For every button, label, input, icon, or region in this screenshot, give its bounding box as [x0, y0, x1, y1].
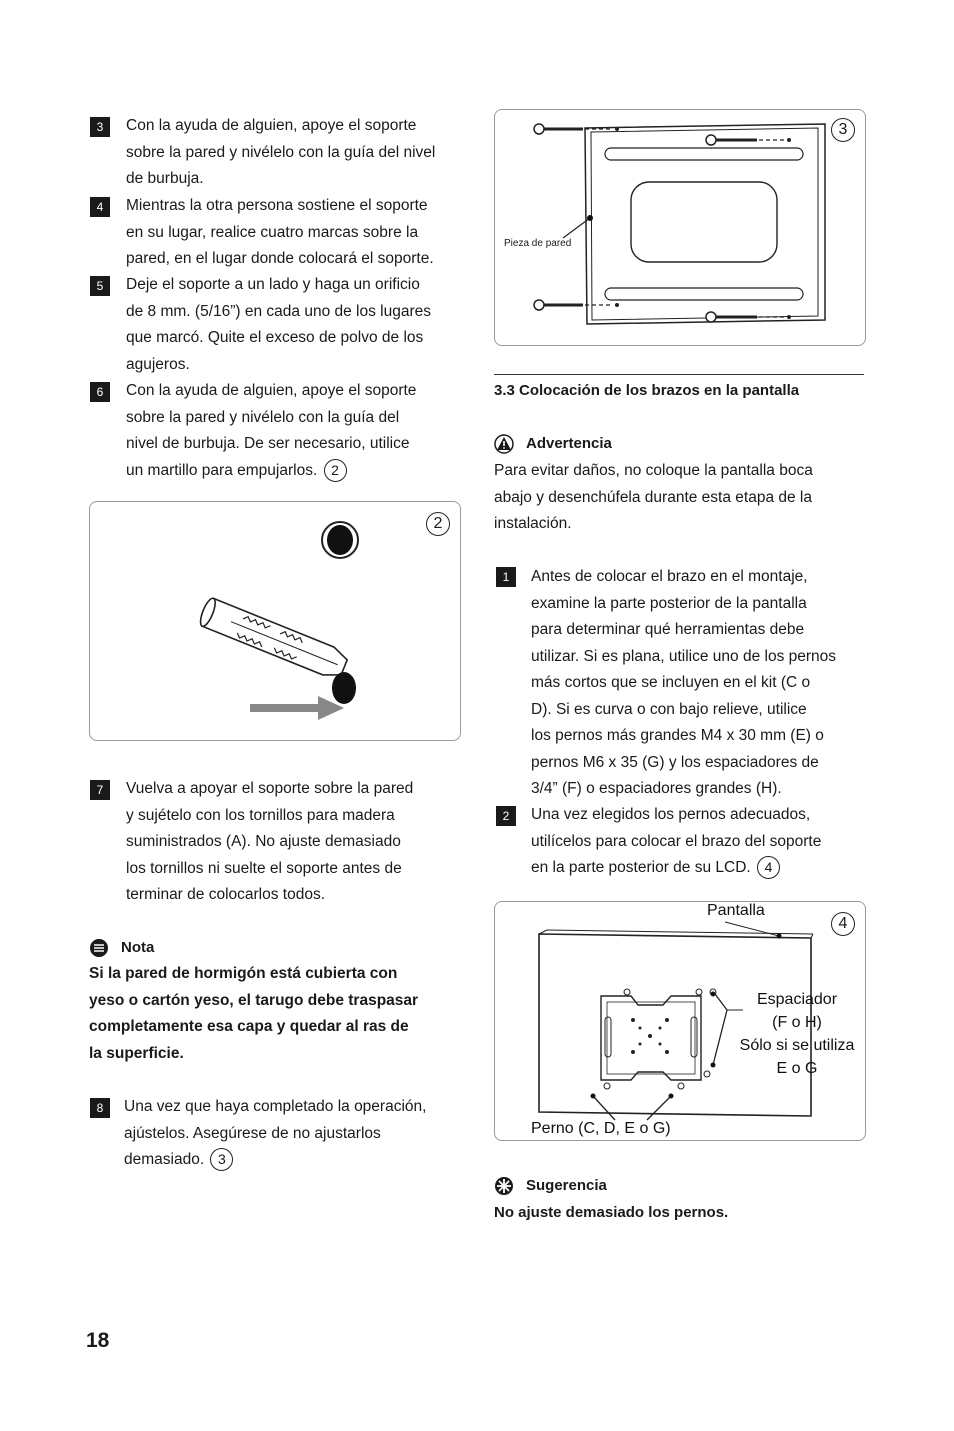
text-line: pernos M6 x 35 (G) y los espaciadores de	[531, 753, 819, 771]
text-line	[124, 1147, 426, 1174]
text-line: pared, en el lugar donde colocará el soporte.	[126, 250, 434, 267]
text-line: examine la parte posterior de la pantalla	[531, 594, 807, 612]
step-text	[126, 378, 416, 484]
text-line: Vuelva a apoyar el soporte sobre la pared	[126, 780, 414, 797]
section-rule	[494, 374, 864, 375]
step-text	[126, 272, 431, 378]
step-number: 6	[90, 382, 110, 402]
text-line: en su lugar, realice cuatro marcas sobre la	[126, 223, 419, 241]
text-line: y sujételo con los tornillos para madera	[126, 806, 395, 824]
step-text	[531, 564, 836, 803]
step-text	[126, 776, 413, 909]
step-text	[126, 193, 434, 273]
step-number: 4	[90, 197, 110, 217]
step-number: 2	[496, 806, 516, 826]
text-line: nivel de burbuja. De ser necesario, utilice	[126, 435, 410, 452]
warning-text	[494, 458, 813, 538]
figure-ref: 3	[210, 1148, 233, 1171]
figure-ref: 2	[324, 459, 347, 482]
text-line: Sólo si se utiliza	[739, 1037, 855, 1054]
step-number: 8	[90, 1098, 110, 1118]
text-line: de burbuja.	[126, 170, 204, 187]
figure-4	[494, 901, 866, 1141]
figure-3	[494, 109, 866, 346]
text-line: E o G	[776, 1060, 818, 1077]
figure-ref: 4	[757, 856, 780, 879]
text-line: (F o H)	[772, 1014, 822, 1031]
text-line: utilizar. Si es plana, utilice uno de los pernos	[531, 647, 837, 665]
spacer-label	[731, 988, 863, 1080]
note-text	[89, 961, 418, 1067]
text-line	[126, 458, 416, 485]
text-line: Una vez que haya completado la operación,	[124, 1098, 427, 1115]
wall-plug-illustration	[90, 502, 460, 740]
warning-icon	[494, 434, 514, 454]
text-line: de 8 mm. (5/16”) en cada uno de los lugares	[126, 302, 432, 320]
text-line: Para evitar daños, no coloque la pantalla boca	[494, 462, 813, 479]
text-line: Con la ayuda de alguien, apoye el soporte	[126, 117, 417, 134]
step-text	[531, 802, 821, 882]
text-line: agujeros.	[126, 355, 190, 373]
text-line-content: un martillo para empujarlos.	[126, 461, 318, 479]
text-line: D). Si es curva o con bajo relieve, utilice	[531, 700, 807, 718]
text-line: 3/4” (F) o espaciadores grandes (H).	[531, 780, 782, 797]
text-line: suministrados (A). No ajuste demasiado	[126, 833, 401, 850]
text-line: Antes de colocar el brazo en el montaje,	[531, 568, 808, 585]
text-line: abajo y desenchúfela durante esta etapa de la	[494, 488, 812, 506]
figure-badge: 4	[831, 912, 855, 936]
text-line	[531, 855, 821, 882]
step-number: 1	[496, 567, 516, 587]
text-line: la superficie.	[89, 1044, 184, 1062]
step-number: 7	[90, 780, 110, 800]
text-line: los pernos más grandes M4 x 30 mm (E) o	[531, 727, 824, 744]
text-line: Si la pared de hormigón está cubierta con	[89, 965, 398, 982]
text-line: Mientras la otra persona sostiene el soporte	[126, 197, 428, 214]
screen-label: Pantalla	[707, 902, 765, 919]
tip-text: No ajuste demasiado los pernos.	[494, 1204, 729, 1221]
section-title: 3.3 Colocación de los brazos en la pantalla	[494, 382, 800, 399]
step-number: 3	[90, 117, 110, 137]
note-icon	[89, 938, 109, 958]
text-line: para determinar qué herramientas debe	[531, 621, 805, 638]
text-line-content: demasiado.	[124, 1151, 205, 1168]
text-line: yeso o cartón yeso, el tarugo debe traspasar	[89, 991, 419, 1009]
step-text	[124, 1094, 426, 1174]
text-line: que marcó. Quite el exceso de polvo de los	[126, 329, 424, 346]
figure-badge: 2	[426, 512, 450, 536]
note-title: Nota	[121, 939, 155, 956]
warning-title: Advertencia	[526, 435, 612, 452]
text-line: sobre la pared y nivélelo con la guía del	[126, 408, 400, 426]
text-line: terminar de colocarlos todos.	[126, 886, 326, 903]
text-line: Una vez elegidos los pernos adecuados,	[531, 806, 811, 823]
tip-title: Sugerencia	[526, 1177, 607, 1194]
text-line: utilícelos para colocar el brazo del soporte	[531, 832, 822, 850]
text-line: ajústelos. Asegúrese de no ajustarlos	[124, 1124, 381, 1142]
step-number: 5	[90, 276, 110, 296]
text-line: más cortos que se incluyen en el kit (C o	[531, 674, 811, 691]
text-line: sobre la pared y nivélelo con la guía del nivel	[126, 143, 436, 161]
page-number: 18	[86, 1329, 110, 1352]
figure-2	[89, 501, 461, 741]
wall-piece-label: Pieza de pared	[504, 238, 572, 249]
text-line: instalación.	[494, 515, 572, 532]
text-line: Espaciador	[756, 991, 838, 1008]
tip-icon	[494, 1176, 514, 1196]
text-line: Con la ayuda de alguien, apoye el soporte	[126, 382, 417, 399]
step-text	[126, 113, 435, 193]
text-line-content: en la parte posterior de su LCD.	[531, 859, 751, 876]
text-line: los tornillos ni suelte el soporte antes de	[126, 859, 402, 877]
text-line: Deje el soporte a un lado y haga un orificio	[126, 276, 420, 293]
bolt-label: Perno (C, D, E o G)	[531, 1120, 671, 1137]
bracket-illustration	[495, 110, 865, 345]
text-line: completamente esa capa y quedar al ras de	[89, 1018, 409, 1035]
figure-badge: 3	[831, 118, 855, 142]
